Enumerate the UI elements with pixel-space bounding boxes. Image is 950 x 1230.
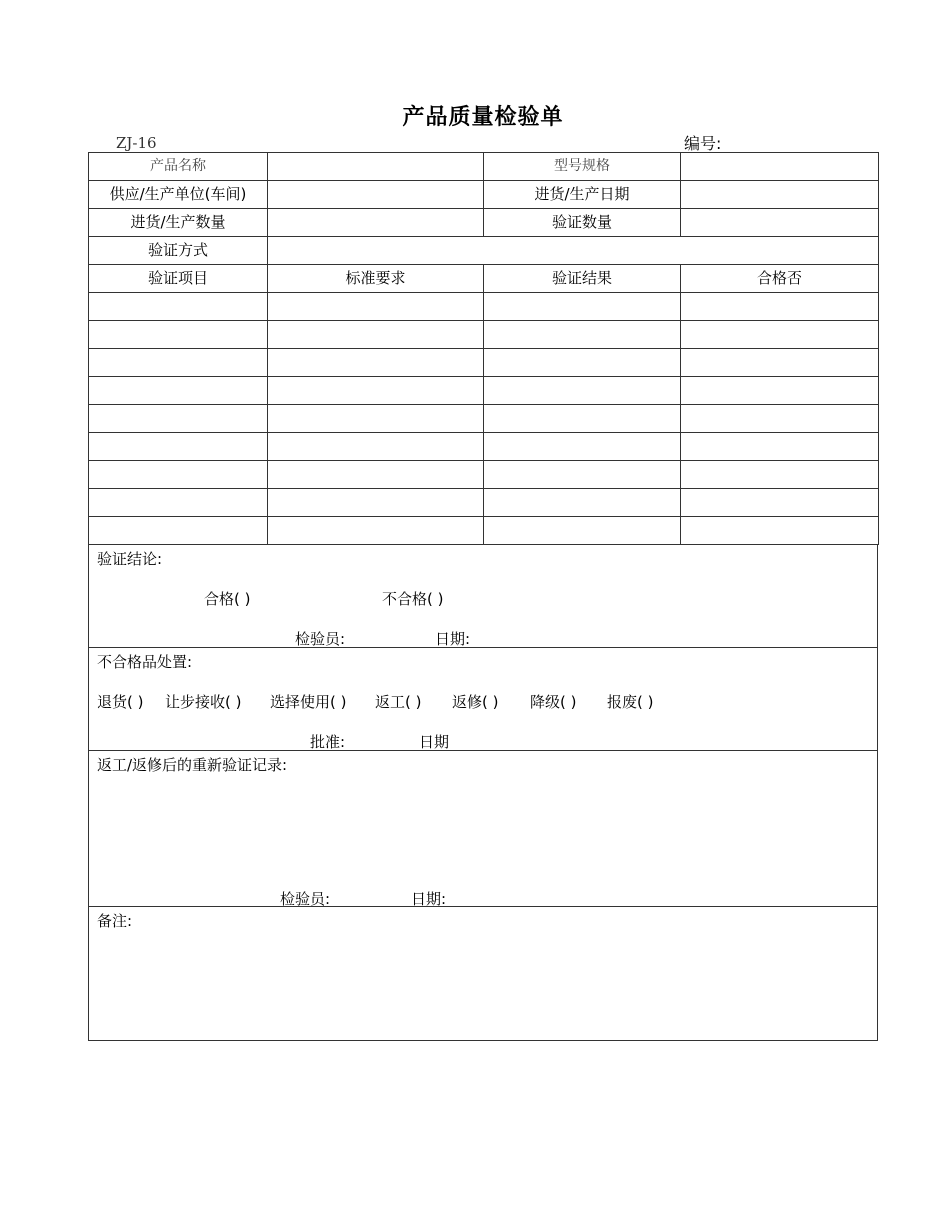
supplier-label: 供应/生产单位(车间) (89, 181, 268, 209)
pass-cell[interactable] (681, 433, 879, 461)
remarks-section (88, 907, 878, 1041)
info-row-method (89, 237, 879, 265)
table-row (89, 321, 879, 349)
item-cell[interactable] (89, 321, 268, 349)
verify-method-label: 验证方式 (89, 237, 268, 265)
pass-cell[interactable] (681, 293, 879, 321)
reverify-inspector-label: 检验员: (280, 890, 331, 908)
conclusion-date-label: 日期: (435, 630, 471, 648)
disposal-section (88, 648, 878, 751)
conclusion-heading: 验证结论: (97, 550, 163, 568)
pass-cell[interactable] (681, 405, 879, 433)
items-header-row (89, 265, 879, 293)
col-header-standard: 标准要求 (268, 265, 484, 293)
standard-cell[interactable] (268, 489, 484, 517)
standard-cell[interactable] (268, 377, 484, 405)
date-label: 进货/生产日期 (484, 181, 681, 209)
info-row-supplier (89, 181, 879, 209)
date-field[interactable] (681, 181, 879, 209)
item-cell[interactable] (89, 489, 268, 517)
result-cell[interactable] (484, 321, 681, 349)
result-cell[interactable] (484, 405, 681, 433)
scrap-option[interactable]: 报废( ) (607, 693, 654, 711)
table-row (89, 405, 879, 433)
item-cell[interactable] (89, 433, 268, 461)
result-cell[interactable] (484, 461, 681, 489)
verify-qty-label: 验证数量 (484, 209, 681, 237)
inspection-sheet (88, 152, 878, 1041)
result-cell[interactable] (484, 489, 681, 517)
remarks-heading: 备注: (97, 912, 133, 930)
col-header-item: 验证项目 (89, 265, 268, 293)
item-cell[interactable] (89, 405, 268, 433)
product-name-field[interactable] (268, 153, 484, 181)
reverify-heading: 返工/返修后的重新验证记录: (97, 756, 288, 774)
col-header-pass: 合格否 (681, 265, 879, 293)
select-use-option[interactable]: 选择使用( ) (270, 693, 347, 711)
item-cell[interactable] (89, 461, 268, 489)
info-and-items-table (88, 152, 879, 545)
standard-cell[interactable] (268, 461, 484, 489)
standard-cell[interactable] (268, 293, 484, 321)
model-spec-label: 型号规格 (484, 153, 681, 181)
model-spec-field[interactable] (681, 153, 879, 181)
rework-option[interactable]: 返工( ) (375, 693, 422, 711)
col-header-result: 验证结果 (484, 265, 681, 293)
return-option[interactable]: 退货( ) (97, 693, 144, 711)
table-row (89, 489, 879, 517)
inspector-label: 检验员: (295, 630, 346, 648)
result-cell[interactable] (484, 517, 681, 545)
item-cell[interactable] (89, 377, 268, 405)
form-code: ZJ-16 (116, 134, 157, 152)
verify-method-field[interactable] (268, 237, 879, 265)
reverify-date-label: 日期: (411, 890, 447, 908)
pass-option[interactable]: 合格( ) (204, 590, 251, 608)
pass-cell[interactable] (681, 377, 879, 405)
table-row (89, 433, 879, 461)
form-title: 产品质量检验单 (402, 105, 564, 130)
table-row (89, 349, 879, 377)
fail-option[interactable]: 不合格( ) (382, 590, 444, 608)
repair-option[interactable]: 返修( ) (452, 693, 499, 711)
result-cell[interactable] (484, 433, 681, 461)
info-row-product (89, 153, 879, 181)
disposal-heading: 不合格品处置: (97, 653, 193, 671)
pass-cell[interactable] (681, 321, 879, 349)
item-cell[interactable] (89, 349, 268, 377)
table-row (89, 293, 879, 321)
concession-option[interactable]: 让步接收( ) (165, 693, 242, 711)
item-cell[interactable] (89, 517, 268, 545)
pass-cell[interactable] (681, 461, 879, 489)
result-cell[interactable] (484, 349, 681, 377)
table-row (89, 377, 879, 405)
standard-cell[interactable] (268, 349, 484, 377)
reverify-section (88, 751, 878, 907)
product-name-label: 产品名称 (89, 153, 268, 181)
conclusion-section (88, 545, 878, 648)
pass-cell[interactable] (681, 349, 879, 377)
item-cell[interactable] (89, 293, 268, 321)
pass-cell[interactable] (681, 517, 879, 545)
verify-qty-field[interactable] (681, 209, 879, 237)
standard-cell[interactable] (268, 517, 484, 545)
quantity-label: 进货/生产数量 (89, 209, 268, 237)
supplier-field[interactable] (268, 181, 484, 209)
approve-label: 批准: (310, 733, 346, 751)
result-cell[interactable] (484, 377, 681, 405)
result-cell[interactable] (484, 293, 681, 321)
standard-cell[interactable] (268, 321, 484, 349)
table-row (89, 517, 879, 545)
standard-cell[interactable] (268, 433, 484, 461)
quantity-field[interactable] (268, 209, 484, 237)
pass-cell[interactable] (681, 489, 879, 517)
disposal-date-label: 日期 (419, 733, 450, 751)
standard-cell[interactable] (268, 405, 484, 433)
downgrade-option[interactable]: 降级( ) (530, 693, 577, 711)
serial-number-label: 编号: (684, 134, 722, 153)
info-row-quantity (89, 209, 879, 237)
table-row (89, 461, 879, 489)
